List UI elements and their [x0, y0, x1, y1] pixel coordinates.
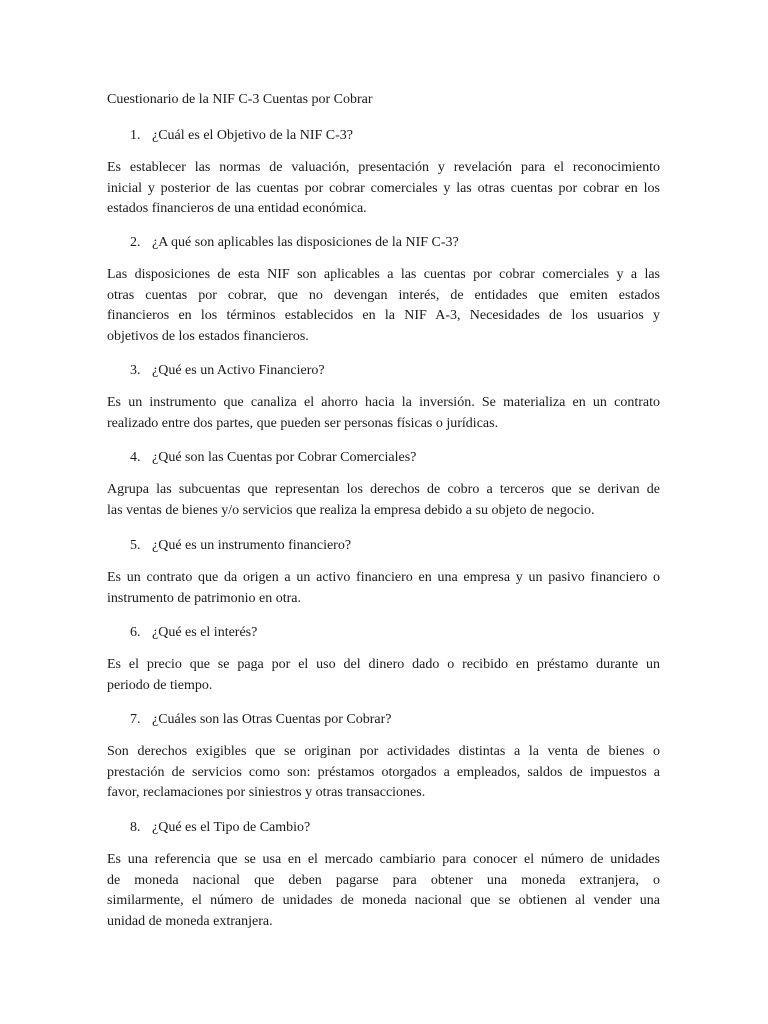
answer-line: Las disposiciones de esta NIF son aplicables a las cuentas por cobrar comerciales y a las: [107, 267, 660, 282]
question-text: ¿Qué son las Cuentas por Cobrar Comerciales?: [152, 450, 417, 465]
answer-7: [107, 742, 660, 804]
question-2: [130, 233, 670, 254]
answer-line: las ventas de bienes y/o servicios que realiza la empresa debido a su objeto de negocio.: [107, 502, 595, 518]
question-5: [130, 536, 670, 557]
answer-line: Es el precio que se paga por el uso del dinero dado o recibido en préstamo durante un: [107, 657, 660, 672]
question-1: [130, 126, 670, 147]
question-number: 8.: [130, 820, 141, 835]
answer-line: prestación de servicios como son: préstamos otorgados a empleados, saldos de impuestos a: [107, 764, 660, 780]
answer-line: de moneda nacional que deben pagarse para obtener una moneda extranjera, o: [107, 872, 660, 888]
answer-line: estados financieros de una entidad económica.: [107, 201, 367, 216]
answer-1: [107, 158, 660, 220]
answer-line: Es un instrumento que canaliza el ahorro hacia la inversión. Se materializa en un contrato: [107, 395, 660, 410]
answer-line: realizado entre dos partes, que pueden ser personas físicas o jurídicas.: [107, 415, 499, 431]
question-number: 3.: [130, 363, 141, 378]
question-number: 2.: [130, 235, 141, 250]
question-text: ¿Cuál es el Objetivo de la NIF C-3?: [152, 128, 354, 143]
question-4: [130, 448, 670, 469]
question-number: 5.: [130, 538, 141, 553]
answer-6: [107, 655, 660, 696]
answer-5: [107, 568, 660, 609]
question-text: ¿Qué es un instrumento financiero?: [152, 538, 352, 553]
question-7: [130, 710, 670, 731]
answer-line: instrumento de patrimonio en otra.: [107, 590, 302, 606]
answer-line: Es un contrato que da origen a un activo financiero en una empresa y un pasivo financiero o: [107, 570, 660, 585]
question-number: 4.: [130, 450, 141, 465]
answer-line: favor, reclamaciones por siniestros y otras transacciones.: [107, 785, 426, 800]
answer-line: financieros en los términos establecidos en la NIF A-3, Necesidades de los usuarios y: [107, 308, 660, 323]
question-6: [130, 623, 670, 644]
answer-8: [107, 850, 660, 932]
question-text: ¿Qué es el interés?: [152, 625, 258, 640]
answer-line: Son derechos exigibles que se originan por actividades distintas a la venta de bienes o: [107, 744, 660, 759]
question-text: ¿Qué es un Activo Financiero?: [152, 363, 325, 378]
answer-line: Es una referencia que se usa en el mercado cambiario para conocer el número de unidades: [107, 852, 660, 867]
question-text: ¿Qué es el Tipo de Cambio?: [152, 820, 311, 835]
document-title: Cuestionario de la NIF C-3 Cuentas por Cobrar: [107, 92, 373, 107]
question-3: [130, 361, 670, 382]
answer-2: [107, 265, 660, 347]
question-text: ¿Cuáles son las Otras Cuentas por Cobrar?: [152, 712, 392, 727]
answer-4: [107, 480, 660, 521]
answer-line: periodo de tiempo.: [107, 677, 213, 693]
question-number: 7.: [130, 712, 141, 727]
question-text: ¿A qué son aplicables las disposiciones de la NIF C-3?: [152, 235, 459, 250]
answer-line: inicial y posterior de las cuentas por cobrar comerciales y las otras cuentas por cobrar en los: [107, 180, 660, 196]
answer-line: Es establecer las normas de valuación, presentación y revelación para el reconocimiento: [107, 160, 660, 175]
question-number: 6.: [130, 625, 141, 640]
answer-line: objetivos de los estados financieros.: [107, 328, 309, 344]
answer-3: [107, 393, 660, 434]
answer-line: Agrupa las subcuentas que representan los derechos de cobro a terceros que se derivan de: [107, 482, 660, 497]
answer-line: otras cuentas por cobrar, que no devengan interés, de entidades que emiten estados: [107, 287, 660, 303]
answer-line: unidad de moneda extranjera.: [107, 913, 273, 929]
answer-line: similarmente, el número de unidades de moneda nacional que se obtienen al vender una: [107, 893, 660, 908]
question-8: [130, 818, 670, 839]
question-number: 1.: [130, 128, 141, 143]
